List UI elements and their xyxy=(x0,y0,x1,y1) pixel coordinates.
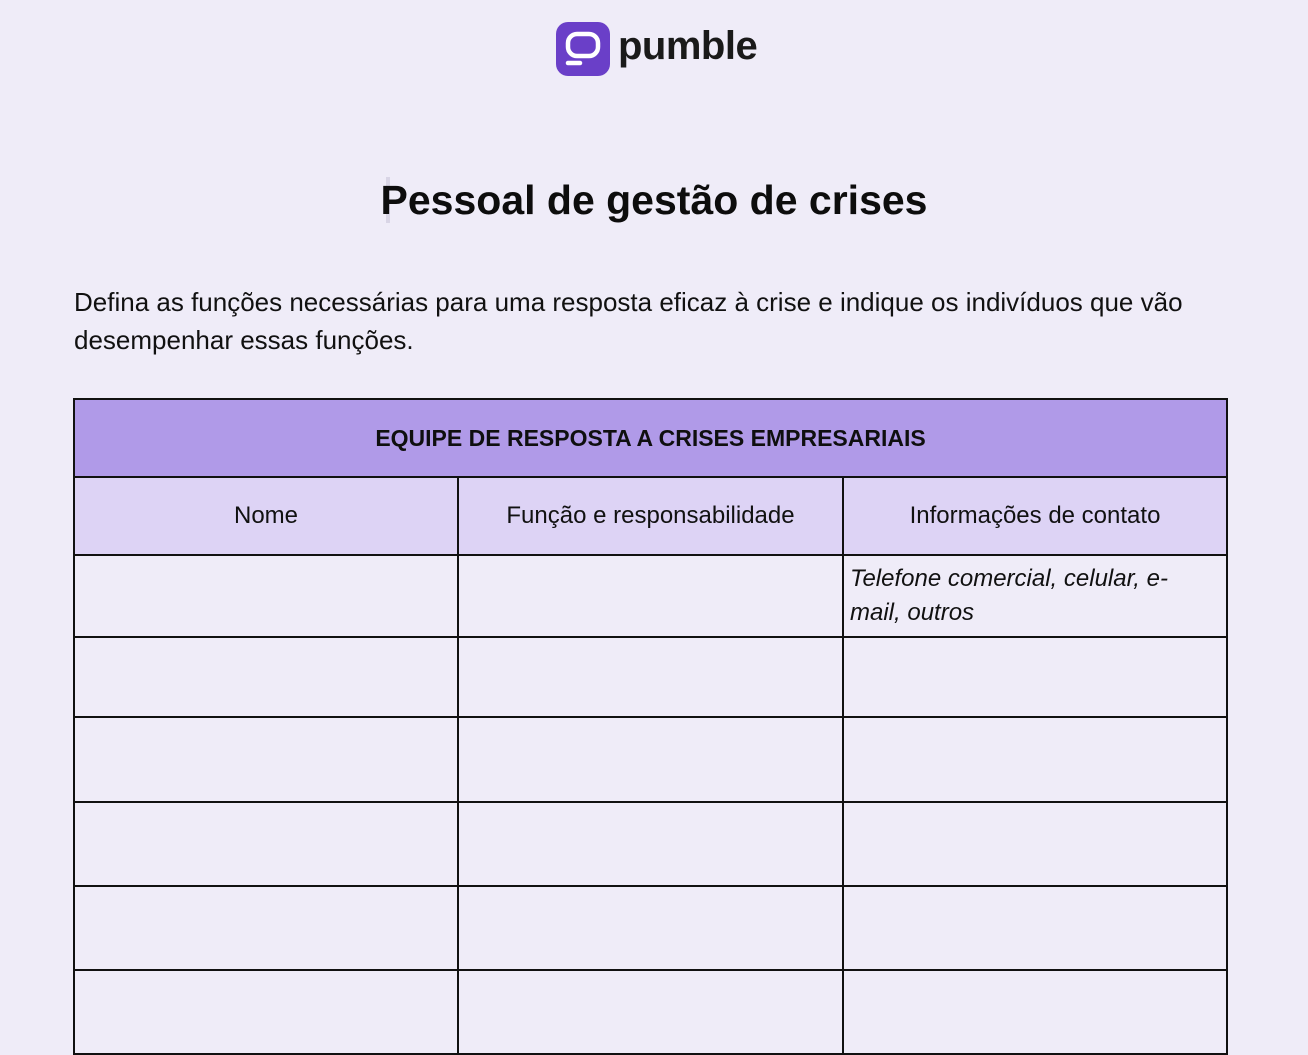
table-row xyxy=(74,555,1227,637)
page-title: Pessoal de gestão de crises xyxy=(380,177,928,223)
contact-cell[interactable] xyxy=(843,970,1227,1054)
brand-logo xyxy=(556,22,757,76)
name-cell[interactable] xyxy=(74,637,458,717)
table-caption: EQUIPE DE RESPOSTA A CRISES EMPRESARIAIS xyxy=(74,399,1227,477)
column-header-name: Nome xyxy=(74,477,458,555)
brand-name: pumble xyxy=(618,24,758,68)
contact-cell[interactable] xyxy=(843,802,1227,886)
intro-paragraph: Defina as funções necessárias para uma resposta eficaz à crise e indique os indivíduos que vão desempenhar essas funções. xyxy=(74,287,1183,355)
table-row xyxy=(74,802,1227,886)
pumble-logo-icon xyxy=(556,22,610,76)
role-cell[interactable] xyxy=(458,886,843,970)
table-row xyxy=(74,886,1227,970)
name-cell[interactable] xyxy=(74,717,458,802)
contact-cell[interactable] xyxy=(843,717,1227,802)
contact-cell[interactable] xyxy=(843,637,1227,717)
role-cell[interactable] xyxy=(458,717,843,802)
role-cell[interactable] xyxy=(458,555,843,637)
table-row xyxy=(74,970,1227,1054)
contact-cell[interactable] xyxy=(843,886,1227,970)
role-cell[interactable] xyxy=(458,637,843,717)
column-header-contact: Informações de contato xyxy=(843,477,1227,555)
table-row xyxy=(74,717,1227,802)
role-cell[interactable] xyxy=(458,802,843,886)
table-row xyxy=(74,637,1227,717)
name-cell[interactable] xyxy=(74,970,458,1054)
role-cell[interactable] xyxy=(458,970,843,1054)
name-cell[interactable] xyxy=(74,886,458,970)
contact-cell[interactable] xyxy=(843,555,1227,637)
crisis-team-table xyxy=(73,398,1228,1055)
name-cell[interactable] xyxy=(74,555,458,637)
contact-hint: Telefone comercial, celular, e-mail, outros xyxy=(850,565,1168,626)
name-cell[interactable] xyxy=(74,802,458,886)
table-header-row xyxy=(74,477,1227,555)
column-header-role: Função e responsabilidade xyxy=(458,477,843,555)
table-caption-row xyxy=(74,399,1227,477)
